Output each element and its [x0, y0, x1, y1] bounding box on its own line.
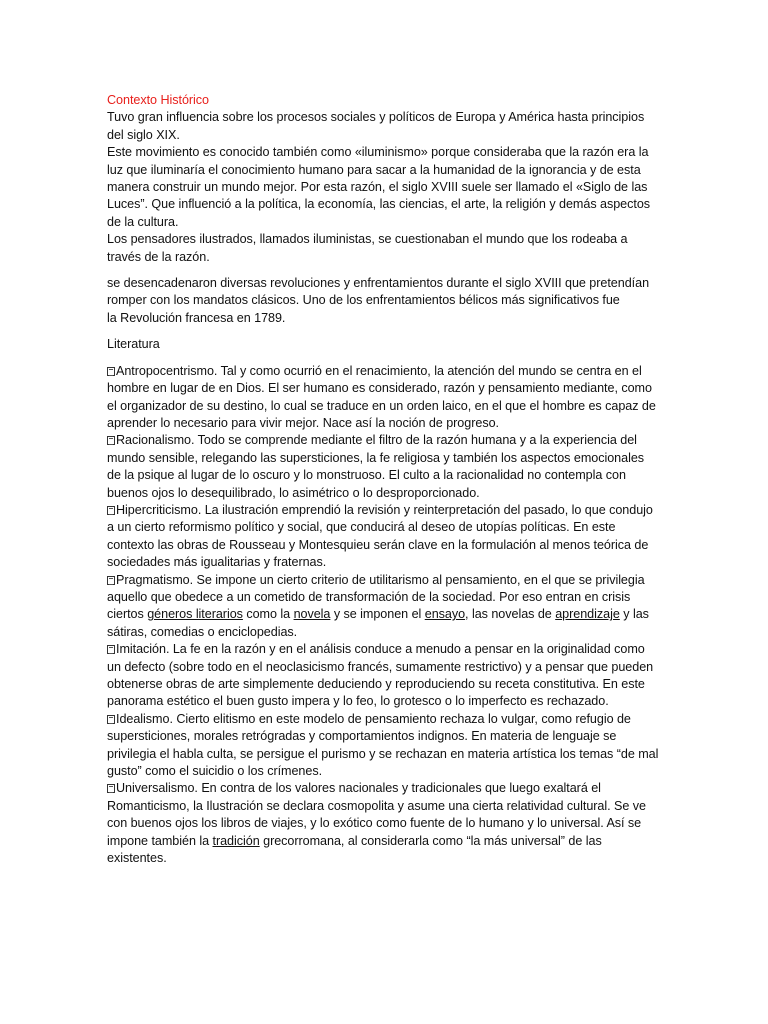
bullet-box-icon — [107, 506, 115, 515]
bullet-box-icon — [107, 367, 115, 376]
bullet-box-icon — [107, 715, 115, 724]
bullet-box-icon — [107, 436, 115, 445]
context-paragraph-1: Tuvo gran influencia sobre los procesos sociales y políticos de Europa y América hasta principios del siglo XIX. — [107, 110, 645, 142]
context-paragraph-3 — [107, 231, 659, 266]
document-page — [107, 92, 659, 867]
list-item: Universalismo. En contra de los valores nacionales y tradicionales que luego exaltará el Romanticismo, la Ilustración se declara cosmopolita y asume una cierta relatividad cultural. Se ve con buenos ojos los libros de viajes, y lo exótico como fuente de lo humano y lo universal. Así se impone también la tradición grecorromana, al considerarla como “la más universal” de las existentes. — [107, 781, 646, 866]
context-heading: Contexto Histórico — [107, 93, 209, 107]
context-paragraph-4: se desencadenaron diversas revoluciones y enfrentamientos durante el siglo XVIII que pretendían romper con los mandatos clásicos. Uno de los enfrentamientos bélicos más significativos fue — [107, 276, 650, 308]
list-item: Antropocentrismo. Tal y como ocurrió en el renacimiento, la atención del mundo se centra en el hombre en lugar de en Dios. El ser humano es considerado, razón y pensamiento mediante, como el organizador de su destino, lo cual se traduce en un orden laico, en el que el hombre es capaz de aprender lo necesario para vivir mejor. Nace así la noción de progreso. — [107, 363, 656, 430]
list-item: Idealismo. Cierto elitismo en este modelo de pensamiento rechaza lo vulgar, como refugio de supersticiones, morales retrógradas y comportamientos indignos. En materia de lenguaje se privilegia el habla culta, se persigue el purismo y se rechazan en materia artística los temas “de mal gusto” como el suicidio o los crímenes. — [107, 711, 659, 779]
link-generos-literarios[interactable]: géneros literarios — [147, 607, 243, 622]
context-paragraph-3-emphasis: cuestionaban el mundo que los rodeaba a través de la razón. — [107, 232, 628, 264]
link-aprendizaje[interactable]: aprendizaje — [555, 607, 620, 622]
bullet-box-icon — [107, 576, 115, 585]
context-paragraph-3-lead: Los pensadores ilustrados, llamados iluministas, se — [107, 232, 395, 247]
bullet-box-icon — [107, 645, 115, 654]
context-paragraph-2: Este movimiento es conocido también como «iluminismo» porque consideraba que la razón era la luz que iluminaría el conocimiento humano para sacar a la humanidad de la ignorancia y de esta manera construir un mundo mejor. Por esta razón, el siglo XVIII suele ser llamado el «Siglo de las Luces”. Que influenció a la política, la economía, las ciencias, el arte, la religión y demás aspectos de la cultura. — [107, 145, 651, 229]
list-item: Imitación. La fe en la razón y en el análisis conduce a menudo a pensar en la originalidad como un defecto (sobre todo en el neoclasicismo francés, sumamente restrictivo) y a pensar que pueden obtenerse obras de arte simplemente deduciendo y reproduciendo su receta constitutiva. En este panorama estético el buen gusto impera y lo feo, lo grotesco o lo imperfecto es rechazado. — [107, 642, 654, 709]
bullet-box-icon — [107, 784, 115, 793]
link-novela[interactable]: novela — [293, 607, 331, 622]
link-ensayo[interactable]: ensayo — [424, 607, 466, 622]
list-item: Pragmatismo. Se impone un cierto criterio de utilitarismo al pensamiento, en el que se privilegia aquello que obedece a un cometido de transformación de la sociedad. Por eso entran en crisis ciertos géneros literarios como la novela y se imponen el ensayo, las novelas de aprendizaje y las sátiras, comedias o enciclopedias. — [107, 572, 649, 639]
link-tradicion[interactable]: tradición — [212, 833, 260, 848]
literature-list — [107, 363, 659, 868]
context-paragraph-5: la Revolución francesa en 1789. — [107, 310, 286, 325]
list-item: Racionalismo. Todo se comprende mediante el filtro de la razón humana y a la experiencia del mundo sensible, relegando las supersticiones, la fe religiosa y también los aspectos emocionales de la psique al lugar de lo oscuro y lo monstruoso. El culto a la racionalidad no contempla con buenos ojos lo desequilibrado, lo asimétrico o lo desproporcionado. — [107, 433, 645, 500]
literature-heading: Literatura — [107, 337, 160, 352]
list-item: Hipercriticismo. La ilustración emprendió la revisión y reinterpretación del pasado, lo que condujo a un cierto reformismo político y social, que conducirá al deseo de utopías políticas. En este contexto las obras de Rousseau y Montesquieu serán clave en la formulación al menos teórica de sociedades más igualitarias y fraternas. — [107, 502, 653, 570]
